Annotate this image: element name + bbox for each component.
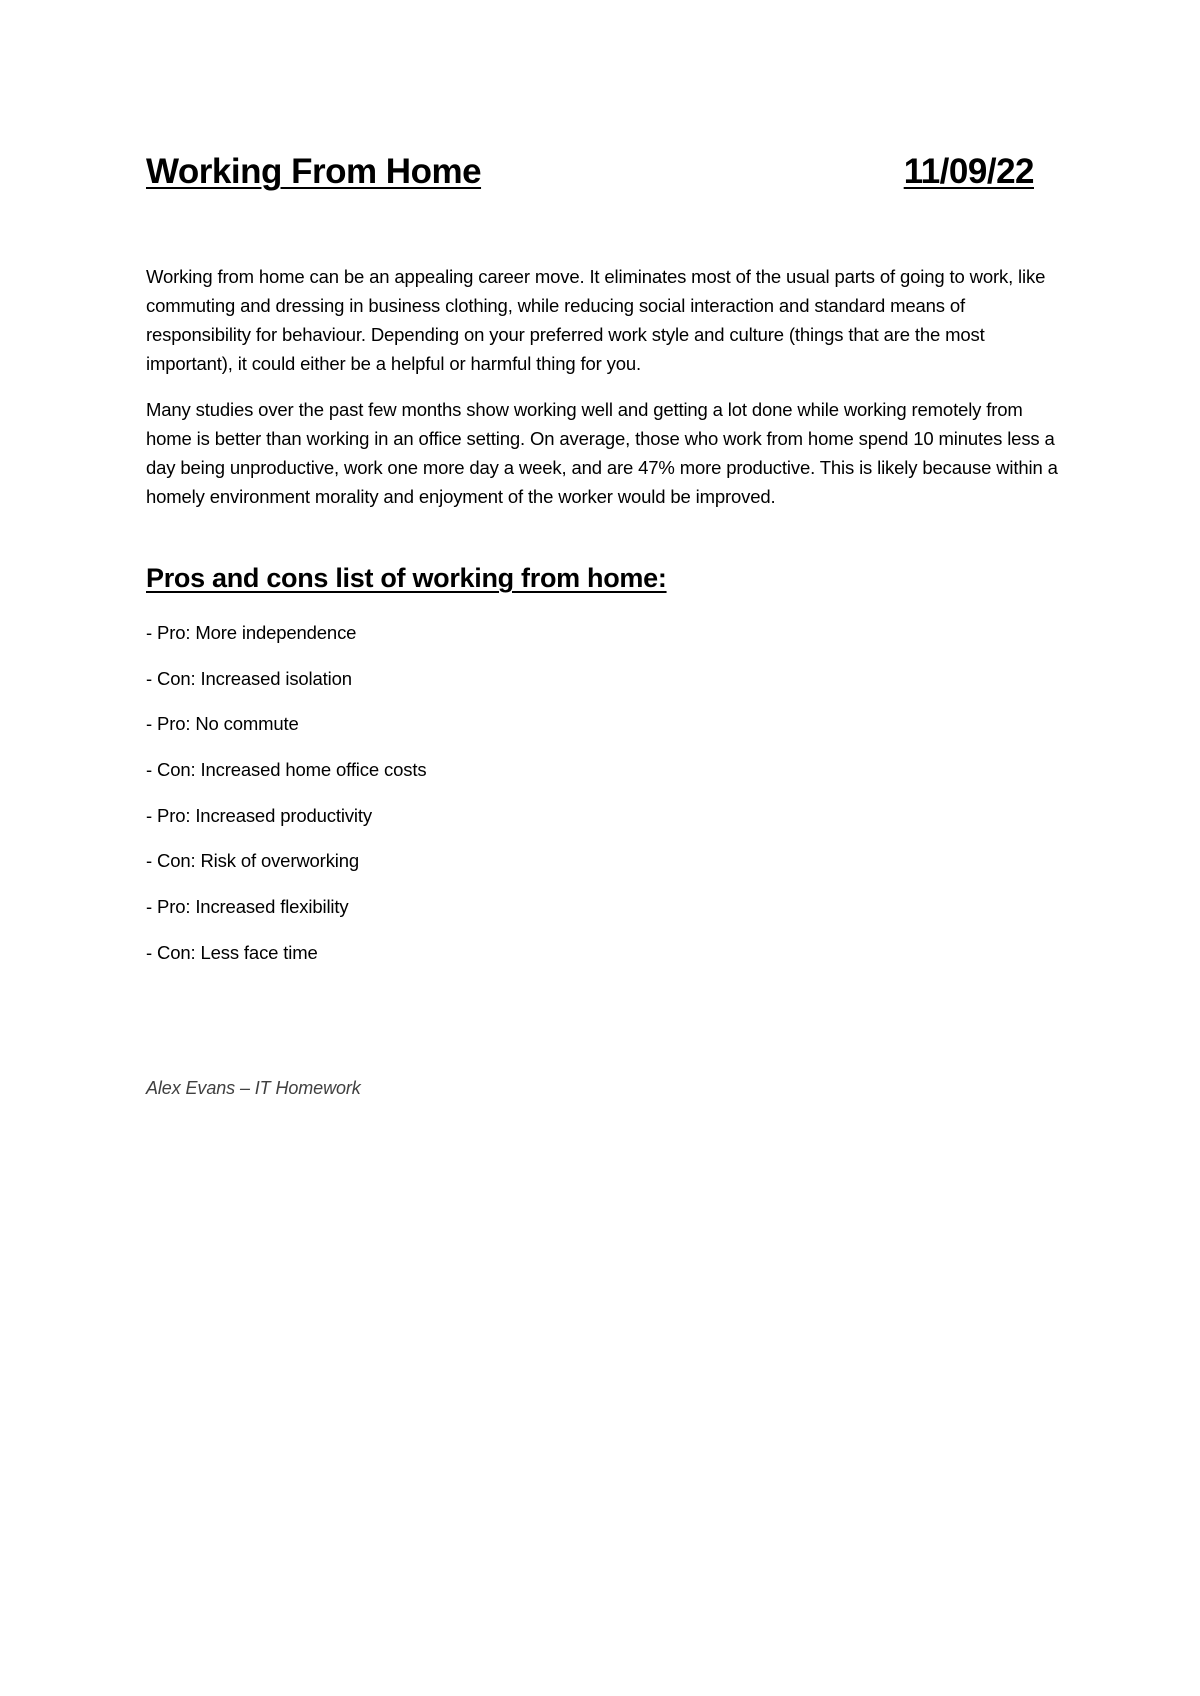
list-item: - Pro: More independence (146, 622, 357, 643)
list-item: - Con: Less face time (146, 941, 318, 963)
document-title: Working From Home (146, 152, 482, 191)
studies-paragraph: Many studies over the past few months show working well and getting a lot done while working remotely from home is better than working in an office setting. On average, those who work from home spend 10 minutes less a day being unproductive, work one more day a week, and are 47% more productive. This is likely because within a homely environment morality and enjoyment of the worker would be improved. (146, 399, 1058, 507)
list-item: - Pro: Increased productivity (146, 804, 372, 826)
list-item: - Pro: Increased flexibility (146, 896, 349, 918)
intro-paragraph: Working from home can be an appealing career move. It eliminates most of the usual parts of going to work, like commuting and dressing in business clothing, while reducing social interaction and standard means of responsibility for behaviour. Depending on your preferred work style and culture (things that are the most important), it could either be a helpful or harmful thing for you. (146, 266, 1046, 374)
list-item: - Con: Increased isolation (146, 667, 352, 689)
list-item: - Con: Risk of overworking (146, 850, 360, 872)
pros-cons-heading: Pros and cons list of working from home: (146, 563, 667, 593)
list-item: - Pro: No commute (146, 713, 299, 735)
document-date: 11/09/22 (903, 152, 1034, 191)
pros-cons-list (146, 618, 426, 984)
author-footer: Alex Evans – IT Homework (146, 1078, 361, 1098)
list-item: - Con: Increased home office costs (146, 759, 427, 781)
title-row (146, 150, 1034, 200)
